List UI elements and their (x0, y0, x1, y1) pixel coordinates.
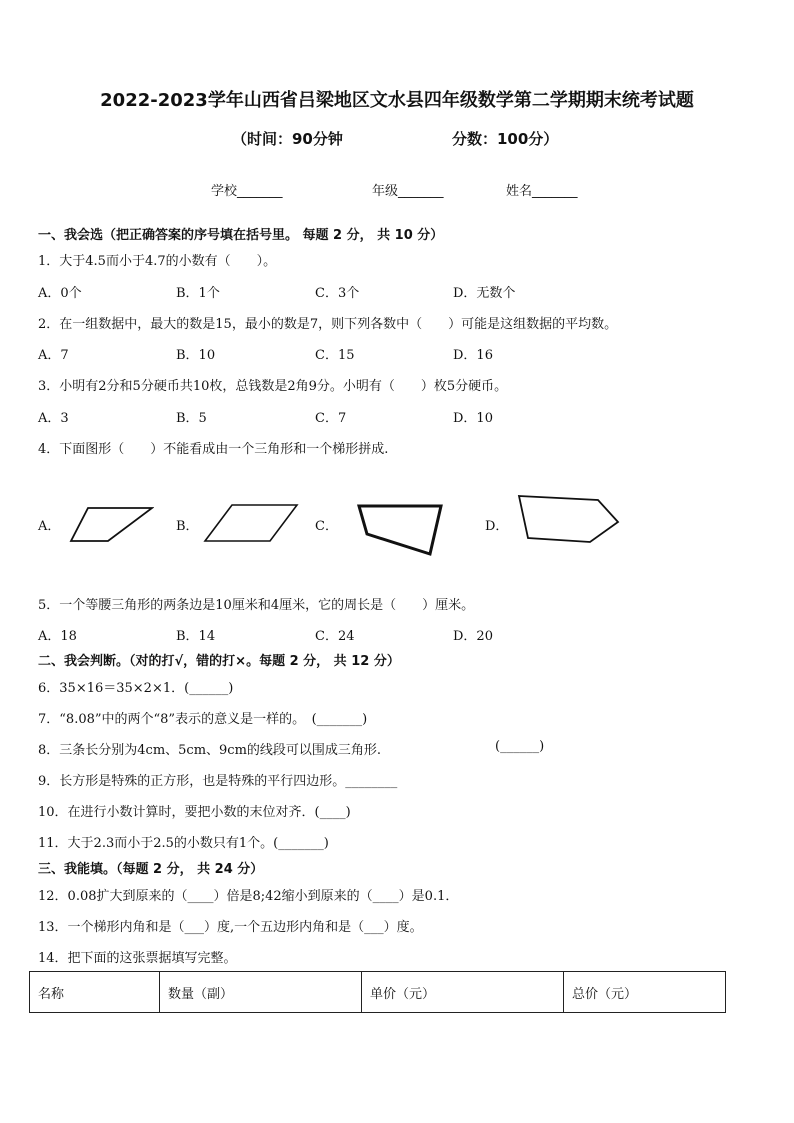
header-cell-name: 名称 (30, 972, 160, 1013)
header-cell-unit-price: 单价（元） (362, 972, 564, 1013)
q4-option-d: D． (485, 519, 509, 534)
question-9: 9．长方形是特殊的正方形，也是特殊的平行四边形。________ (38, 774, 398, 789)
question-6: 6．35×16＝35×2×1．(______) (38, 681, 234, 696)
q1-option-d: D．无数个 (453, 286, 516, 301)
header-cell-total-price: 总价（元） (564, 972, 726, 1013)
question-11: 11．大于2.3而小于2.5的小数只有1个。(_______) (38, 836, 329, 851)
q4-option-a: A． (38, 519, 61, 534)
section-3-heading: 三、我能填。（每题 2 分， 共 24 分） (38, 862, 264, 877)
q2-option-c: C．15 (315, 348, 355, 363)
question-8-blank: (______) (495, 739, 545, 754)
exam-score: 分数：100分） (452, 130, 559, 148)
q1-option-b: B．1个 (176, 286, 220, 301)
question-7: 7．“8.08”中的两个“8”表示的意义是一样的。 (_______) (38, 712, 368, 727)
question-4: 4．下面图形（ ）不能看成由一个三角形和一个梯形拼成. (38, 442, 389, 457)
section-2-heading: 二、我会判断。（对的打√，错的打×。每题 2 分， 共 12 分） (38, 654, 400, 669)
question-14: 14．把下面的这张票据填写完整。 (38, 951, 237, 966)
q3-option-b: B．5 (176, 411, 207, 426)
grade-field: 年级_______ (372, 184, 444, 199)
q2-option-b: B．10 (176, 348, 216, 363)
school-field: 学校_______ (211, 184, 283, 199)
question-13: 13．一个梯形内角和是（___）度,一个五边形内角和是（___）度。 (38, 920, 423, 935)
question-5: 5．一个等腰三角形的两条边是10厘米和4厘米，它的周长是（ ）厘米。 (38, 598, 475, 613)
q5-option-b: B．14 (176, 629, 216, 644)
quadrilateral-shape-c (355, 500, 447, 560)
q3-option-d: D．10 (453, 411, 493, 426)
parallelogram-shape-b (202, 500, 302, 546)
exam-time: （时间：90分钟 (232, 130, 343, 148)
question-8: 8．三条长分别为4cm、5cm、9cm的线段可以围成三角形. (38, 743, 382, 758)
q5-option-a: A．18 (38, 629, 77, 644)
q4-option-b: B． (176, 519, 199, 534)
q2-option-d: D．16 (453, 348, 493, 363)
q5-option-d: D．20 (453, 629, 493, 644)
header-cell-quantity: 数量（副） (160, 972, 362, 1013)
question-1: 1．大于4.5而小于4.7的小数有（ ）。 (38, 254, 277, 269)
name-field: 姓名_______ (506, 184, 578, 199)
page-title: 2022-2023学年山西省吕梁地区文水县四年级数学第二学期期末统考试题 (100, 90, 694, 111)
question-3: 3．小明有2分和5分硬币共10枚，总钱数是2角9分。小明有（ ）枚5分硬币。 (38, 379, 508, 394)
section-1-heading: 一、我会选（把正确答案的序号填在括号里。 每题 2 分， 共 10 分） (38, 228, 444, 243)
question-2: 2．在一组数据中，最大的数是15，最小的数是7，则下列各数中（ ）可能是这组数据的平均数。 (38, 317, 618, 332)
table-header-row (30, 972, 726, 1013)
question-10: 10．在进行小数计算时，要把小数的末位对齐．(____) (38, 805, 351, 820)
q1-option-c: C．3个 (315, 286, 360, 301)
question-12: 12．0.08扩大到原来的（____）倍是8;42缩小到原来的（____）是0.1． (38, 889, 459, 904)
q3-option-a: A．3 (38, 411, 69, 426)
q5-option-c: C．24 (315, 629, 355, 644)
q3-option-c: C．7 (315, 411, 347, 426)
q1-option-a: A．0个 (38, 286, 82, 301)
q4-option-c: C． (315, 519, 338, 534)
ticket-table (29, 971, 726, 1013)
parallelogram-shape-a (68, 500, 154, 546)
pentagon-shape-d (512, 490, 624, 548)
q2-option-a: A．7 (38, 348, 69, 363)
